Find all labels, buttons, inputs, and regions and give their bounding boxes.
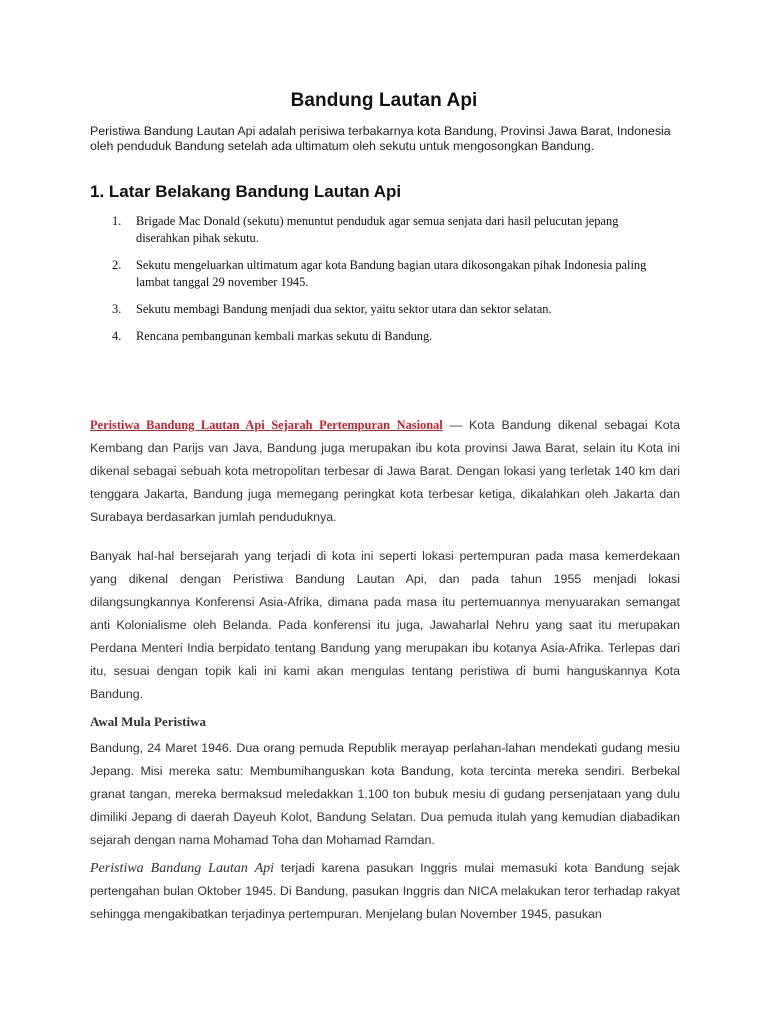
paragraph-kota-bandung xyxy=(90,414,680,529)
italic-phrase: Peristiwa Bandung Lautan Api xyxy=(90,861,275,876)
list-item-number: 2. xyxy=(112,258,122,272)
paragraph-pasukan-inggris xyxy=(90,857,680,926)
list-item-number: 1. xyxy=(112,214,122,228)
list-item-number: 4. xyxy=(112,329,122,343)
section-heading-latar-belakang: 1. Latar Belakang Bandung Lautan Api xyxy=(90,182,402,201)
paragraph-sejarah: Banyak hal-hal bersejarah yang terjadi di kota ini seperti lokasi pertempuran pada masa kemerdekaan yang dikenal dengan Peristiwa Bandung Lautan Api, dan pada tahun 1955 menjadi lokasi dilangsungkannya Konferensi Asia-Afrika, dimana pada masa itu pertemuannya menyuarakan semangat anti Kolonialisme oleh Belanda. Pada konferensi itu juga, Jawaharlal Nehru yang saat itu merupakan Perdana Menteri India berpidato tentang Bandung yang merupakan ibu kotanya Asia-Afrika. Terlepas dari itu, sesuai dengan topik kali ini kami akan mengulas tentang peristiwa di bumi hanguskannya Kota Bandung. xyxy=(90,549,680,701)
section-heading-awal-mula: Awal Mula Peristiwa xyxy=(90,714,207,729)
list-item-number: 3. xyxy=(112,302,122,316)
article-link[interactable]: Peristiwa Bandung Lautan Api Sejarah Pertempuran Nasional xyxy=(90,418,443,432)
list-item xyxy=(112,213,672,247)
list-item xyxy=(112,301,672,318)
list-item-text: Brigade Mac Donald (sekutu) menuntut penduduk agar semua senjata dari hasil pelucutan jepang diserahkan pihak sekutu. xyxy=(136,214,619,245)
list-item-text: Sekutu membagi Bandung menjadi dua sektor, yaitu sektor utara dan sektor selatan. xyxy=(136,302,552,316)
list-item xyxy=(112,257,672,291)
page-title: Bandung Lautan Api xyxy=(290,90,478,111)
intro-paragraph: Peristiwa Bandung Lautan Api adalah perisiwa terbakarnya kota Bandung, Provinsi Jawa Barat, Indonesia oleh penduduk Bandung setelah ada ultimatum oleh sekutu untuk mengosongkan Bandung. xyxy=(90,124,671,153)
list-item xyxy=(112,328,672,345)
paragraph-text: — Kota Bandung dikenal sebagai Kota Kembang dan Parijs van Java, Bandung juga merupakan ibu kota provinsi Jawa Barat, selain itu Kota ini dikenal sebagai sebuah kota metropolitan terbesar di Jawa Barat. Dengan lokasi yang terletak 140 km dari tenggara Jakarta, Bandung juga memegang peringkat kota terbesar ketiga, dikalahkan oleh Jakarta dan Surabaya berdasarkan jumlah penduduknya. xyxy=(90,418,680,524)
list-item-text: Sekutu mengeluarkan ultimatum agar kota Bandung bagian utara dikosongakan pihak Indonesia paling lambat tanggal 29 november 1945. xyxy=(136,258,647,289)
reasons-list xyxy=(112,213,672,355)
list-item-text: Rencana pembangunan kembali markas sekutu di Bandung. xyxy=(136,329,433,343)
paragraph-awal-mula: Bandung, 24 Maret 1946. Dua orang pemuda Republik merayap perlahan-lahan mendekati gudang mesiu Jepang. Misi mereka satu: Membumihanguskan kota Bandung, kota tercinta mereka sendiri. Berbekal granat tangan, mereka bermaksud meledakkan 1.100 ton bubuk mesiu di gudang persenjataan yang dulu dimiliki Jepang di daerah Dayeuh Kolot, Bandung Selatan. Dua pemuda itulah yang kemudian diabadikan sejarah dengan nama Mohamad Toha dan Mohamad Ramdan. xyxy=(90,741,680,847)
paragraph-text: terjadi karena pasukan Inggris mulai memasuki kota Bandung sejak pertengahan bulan Oktober 1945. Di Bandung, pasukan Inggris dan NICA melakukan teror terhadap rakyat sehingga mengakibatkan terjadinya pertempuran. Menjelang bulan November 1945, pasukan xyxy=(90,861,680,921)
